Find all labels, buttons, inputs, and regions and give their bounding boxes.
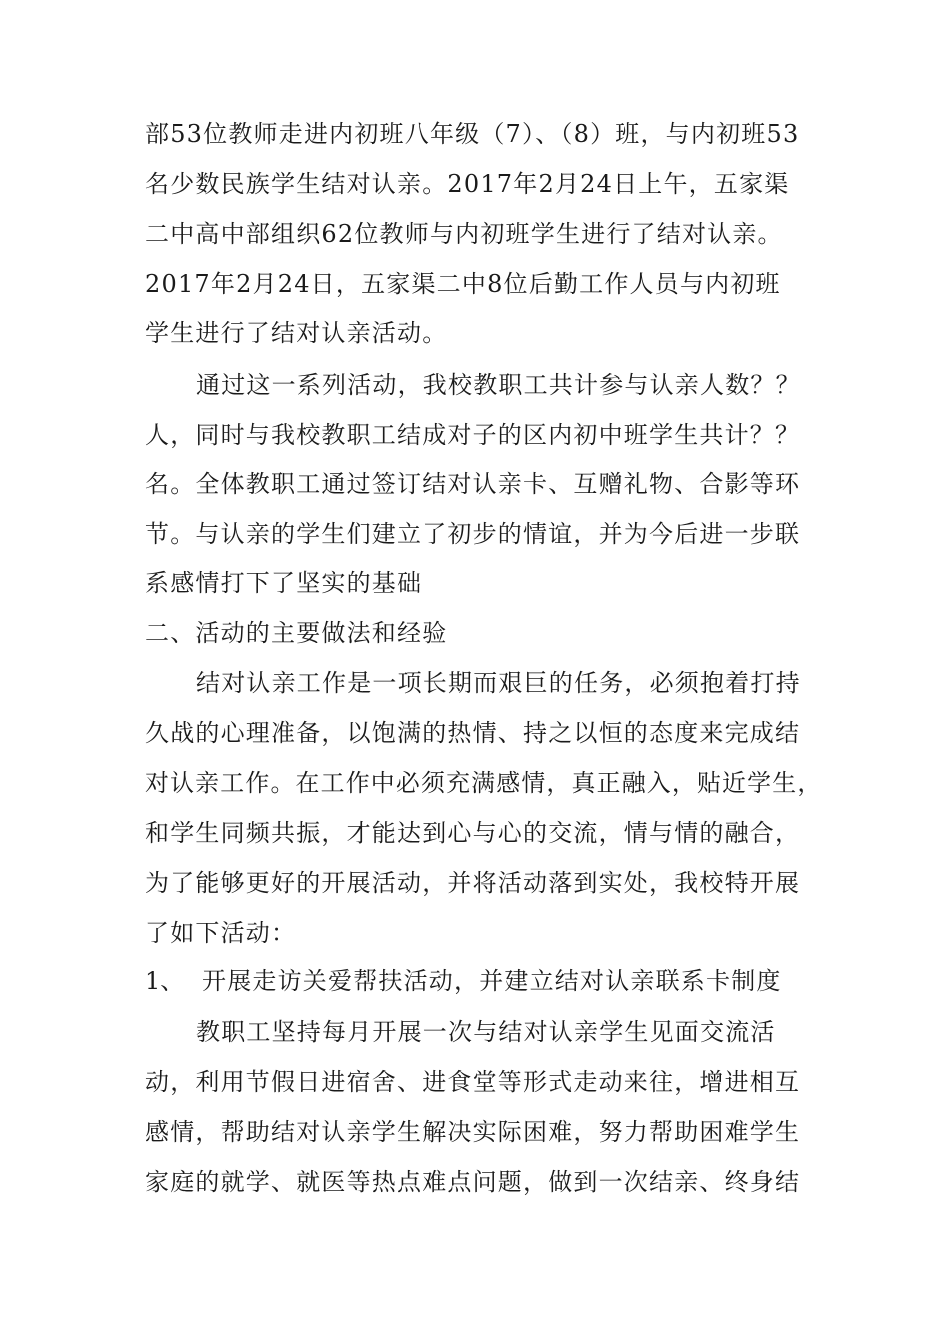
paragraph-2-line-5: 系感情打下了坚实的基础 — [145, 569, 423, 597]
paragraph-3-line-2: 久战的心理准备，以饱满的热情、持之以恒的态度来完成结 — [145, 719, 801, 747]
paragraph-4-line-2: 动，利用节假日进宿舍、进食堂等形式走动来往，增进相互 — [145, 1068, 801, 1096]
paragraph-1-line-2: 名少数民族学生结对认亲。2017年2月24日上午，五家渠 — [145, 170, 790, 198]
paragraph-2-line-4: 节。与认亲的学生们建立了初步的情谊，并为今后进一步联 — [145, 520, 801, 548]
section-heading: 二、活动的主要做法和经验 — [145, 619, 448, 647]
paragraph-1-line-4: 2017年2月24日，五家渠二中8位后勤工作人员与内初班 — [145, 270, 781, 298]
paragraph-2-line-2: 人，同时与我校教职工结成对子的区内初中班学生共计？？ — [145, 421, 801, 449]
paragraph-3-line-3: 对认亲工作。在工作中必须充满感情，真正融入，贴近学生， — [145, 769, 823, 797]
paragraph-3-line-4: 和学生同频共振，才能达到心与心的交流，情与情的融合， — [145, 819, 801, 847]
paragraph-3-line-6: 了如下活动： — [145, 919, 297, 947]
paragraph-3-line-1: 结对认亲工作是一项长期而艰巨的任务，必须抱着打持 — [196, 669, 801, 697]
paragraph-1-line-1: 部53位教师走进内初班八年级（7）、（8）班，与内初班53 — [145, 120, 800, 148]
paragraph-1-line-5: 学生进行了结对认亲活动。 — [145, 319, 448, 347]
paragraph-2-line-1: 通过这一系列活动，我校教职工共计参与认亲人数？？ — [196, 371, 801, 399]
paragraph-4-line-1: 教职工坚持每月开展一次与结对认亲学生见面交流活 — [196, 1018, 776, 1046]
paragraph-3-line-5: 为了能够更好的开展活动，并将活动落到实处，我校特开展 — [145, 869, 801, 897]
list-item-1-number: 1、 — [145, 967, 185, 995]
paragraph-1-line-3: 二中高中部组织62位教师与内初班学生进行了结对认亲。 — [145, 220, 783, 248]
list-item-1-text: 开展走访关爱帮扶活动，并建立结对认亲联系卡制度 — [202, 967, 782, 995]
paragraph-4-line-4: 家庭的就学、就医等热点难点问题，做到一次结亲、终身结 — [145, 1168, 801, 1196]
paragraph-4-line-3: 感情，帮助结对认亲学生解决实际困难，努力帮助困难学生 — [145, 1118, 801, 1146]
paragraph-2-line-3: 名。全体教职工通过签订结对认亲卡、互赠礼物、合影等环 — [145, 470, 801, 498]
